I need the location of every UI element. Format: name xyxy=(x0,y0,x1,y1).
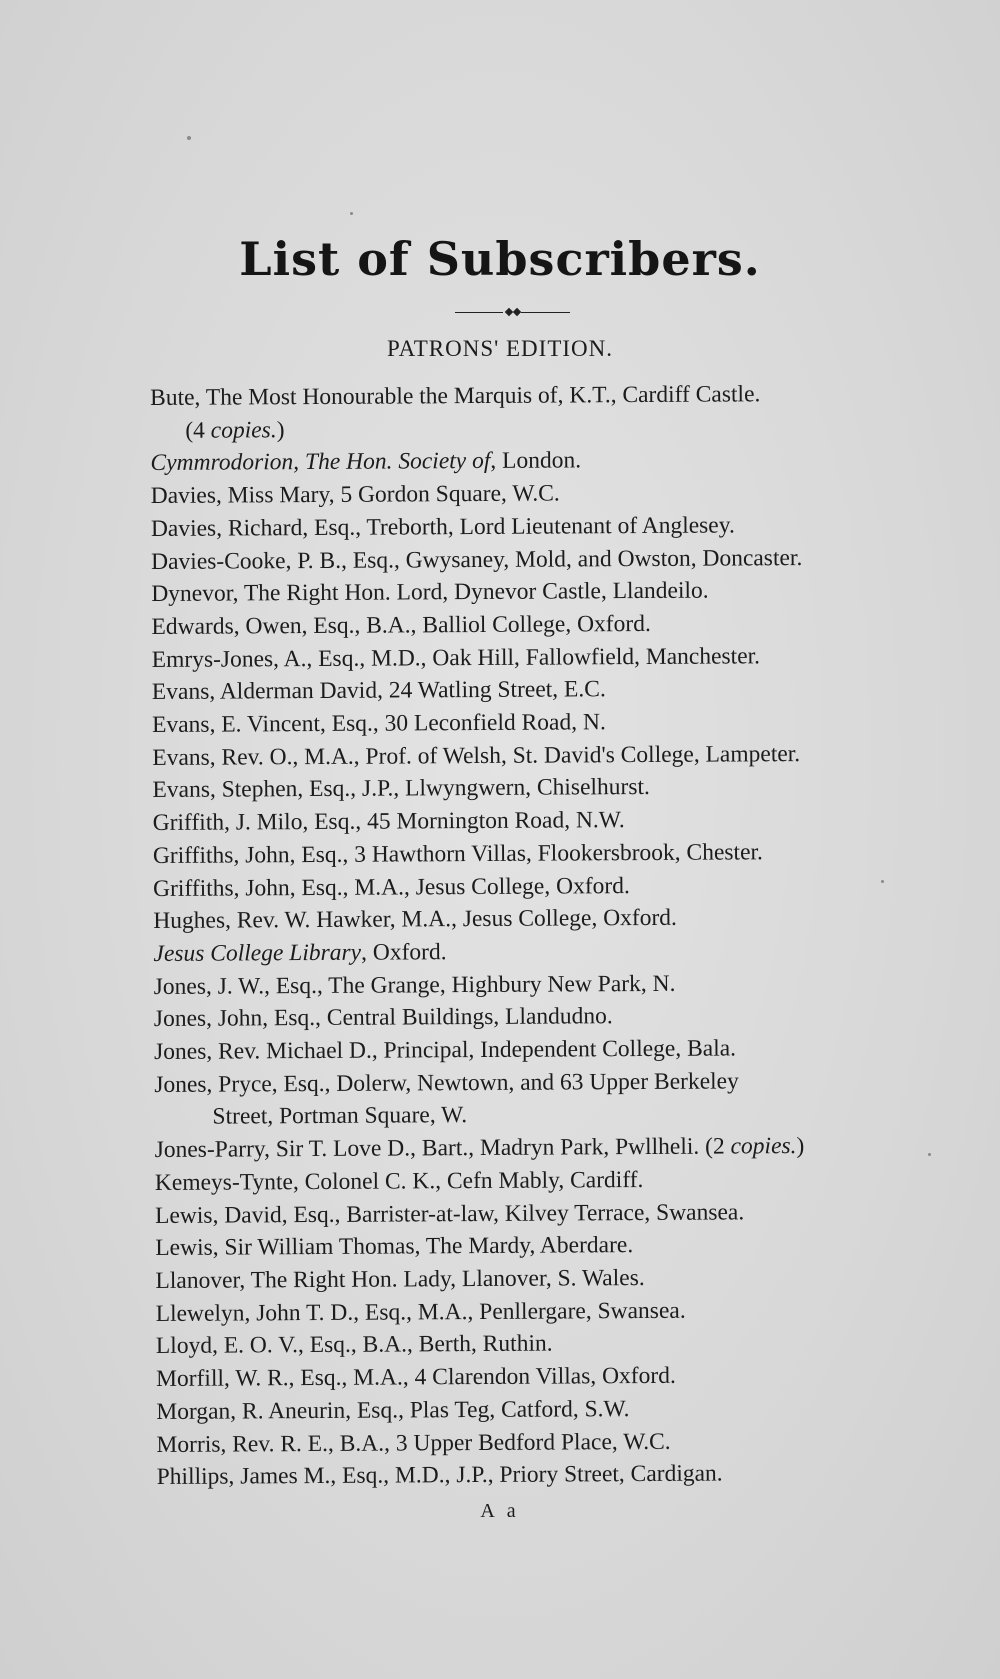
list-item: Davies, Miss Mary, 5 Gordon Square, W.C. xyxy=(150,480,560,510)
list-item: Cymmrodorion, The Hon. Society of, London. xyxy=(150,447,582,477)
list-item: Dynevor, The Right Hon. Lord, Dynevor Castle, Llandeilo. xyxy=(151,577,709,608)
list-item: Hughes, Rev. W. Hawker, M.A., Jesus College, Oxford. xyxy=(153,905,677,935)
list-item: Evans, Stephen, Esq., J.P., Llwyngwern, Chiselhurst. xyxy=(152,774,650,804)
page-title: List of Subscribers. xyxy=(239,232,761,286)
list-item: Jones, Pryce, Esq., Dolerw, Newtown, and 63 Upper Berkeley xyxy=(154,1068,739,1098)
list-item: Kemeys-Tynte, Colonel C. K., Cefn Mably, Cardiff. xyxy=(154,1166,644,1196)
list-item: Emrys-Jones, A., Esq., M.D., Oak Hill, Fallowfield, Manchester. xyxy=(151,642,761,673)
list-item: Llewelyn, John T. D., Esq., M.A., Penllergare, Swansea. xyxy=(155,1297,686,1327)
list-item: Edwards, Owen, Esq., B.A., Balliol College, Oxford. xyxy=(151,610,651,640)
list-item: Evans, Rev. O., M.A., Prof. of Welsh, St. David's College, Lampeter. xyxy=(152,740,801,771)
list-item: Jones, John, Esq., Central Buildings, Llandudno. xyxy=(153,1003,613,1033)
list-item: Bute, The Most Honourable the Marquis of, K.T., Cardiff Castle. xyxy=(150,381,761,411)
list-item: Lloyd, E. O. V., Esq., B.A., Berth, Ruthin. xyxy=(155,1330,553,1360)
paper-speck xyxy=(187,136,191,140)
list-item: Lewis, David, Esq., Barrister-at-law, Kilvey Terrace, Swansea. xyxy=(155,1198,745,1229)
list-item: Jones-Parry, Sir T. Love D., Bart., Madryn Park, Pwllheli. (2 copies.) xyxy=(154,1133,805,1164)
list-item: Morgan, R. Aneurin, Esq., Plas Teg, Catford, S.W. xyxy=(156,1395,630,1425)
list-item: Griffith, J. Milo, Esq., 45 Mornington Road, N.W. xyxy=(152,807,625,837)
list-item: Evans, E. Vincent, Esq., 30 Leconfield Road, N. xyxy=(152,709,606,739)
list-item: Davies, Richard, Esq., Treborth, Lord Lieutenant of Anglesey. xyxy=(150,512,735,542)
list-item: Griffiths, John, Esq., 3 Hawthorn Villas, Flookersbrook, Chester. xyxy=(152,839,763,869)
list-item: (4 copies.) xyxy=(185,416,285,444)
edition-heading: PATRONS' EDITION. xyxy=(386,336,614,361)
paper-speck xyxy=(350,212,353,215)
list-item: Jones, J. W., Esq., The Grange, Highbury New Park, N. xyxy=(153,970,676,1000)
list-item: Morfill, W. R., Esq., M.A., 4 Clarendon Villas, Oxford. xyxy=(156,1362,676,1393)
list-item: Jesus College Library, Oxford. xyxy=(153,939,447,967)
subscriber-list xyxy=(150,377,907,1493)
list-item: Griffiths, John, Esq., M.A., Jesus College, Oxford. xyxy=(153,872,630,902)
signature-mark: A a xyxy=(480,1500,520,1522)
paper-speck xyxy=(928,1153,931,1156)
title-ornament xyxy=(455,309,570,317)
list-item: Lewis, Sir William Thomas, The Mardy, Aberdare. xyxy=(155,1232,634,1262)
list-item: Llanover, The Right Hon. Lady, Llanover, S. Wales. xyxy=(155,1264,645,1294)
list-item: Jones, Rev. Michael D., Principal, Independent College, Bala. xyxy=(154,1035,737,1066)
list-item: Davies-Cooke, P. B., Esq., Gwysaney, Mold, and Owston, Doncaster. xyxy=(151,544,803,575)
list-item: Street, Portman Square, W. xyxy=(212,1102,468,1131)
list-item: Evans, Alderman David, 24 Watling Street, E.C. xyxy=(151,676,606,706)
list-item: Phillips, James M., Esq., M.D., J.P., Priory Street, Cardigan. xyxy=(156,1460,723,1491)
paper-speck xyxy=(881,880,884,883)
list-item: Morris, Rev. R. E., B.A., 3 Upper Bedford Place, W.C. xyxy=(156,1428,671,1458)
